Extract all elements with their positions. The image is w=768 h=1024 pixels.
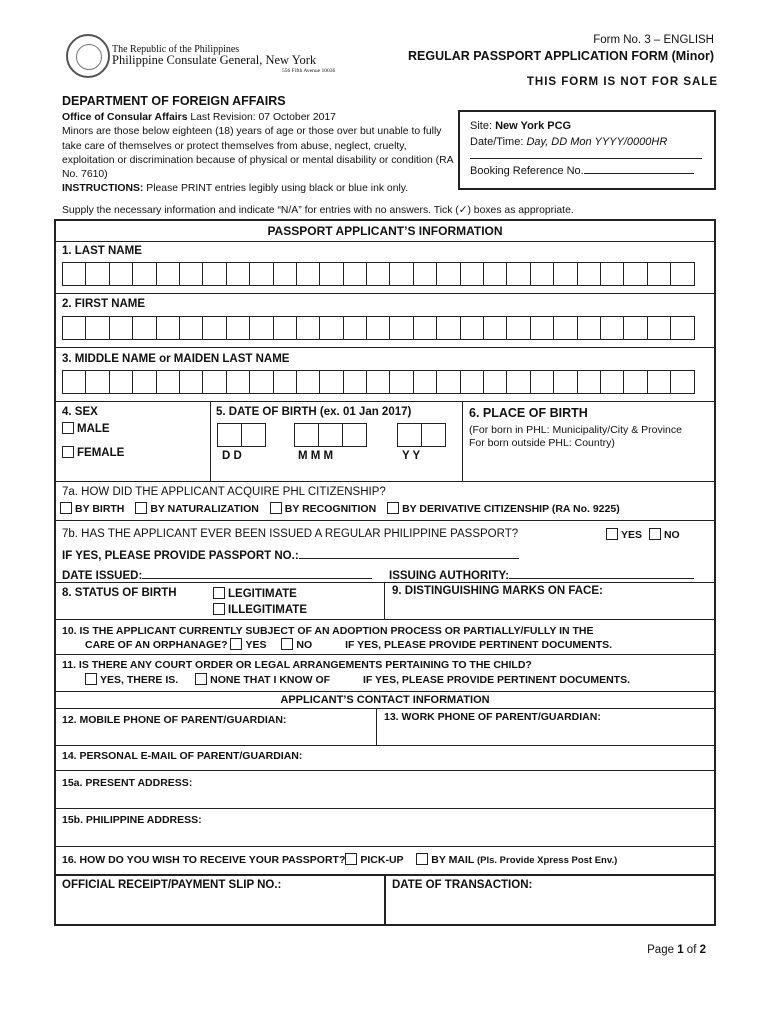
letter-box[interactable]	[460, 316, 484, 340]
legitimate-option[interactable]	[213, 587, 297, 600]
passport-no-label: IF YES, PLEASE PROVIDE PASSPORT NO.:	[62, 550, 299, 562]
letter-box[interactable]	[389, 370, 413, 394]
instructions-text: Please PRINT entries legibly using black or blue ink only.	[146, 183, 409, 195]
letter-box[interactable]	[109, 370, 133, 394]
letter-box[interactable]	[623, 316, 647, 340]
q7a-options	[60, 502, 620, 515]
consulate-address: 556 Fifth Avenue 10036	[282, 68, 336, 74]
letter-box[interactable]	[647, 370, 671, 394]
letter-box[interactable]	[226, 262, 250, 286]
dob-year-1[interactable]	[397, 423, 422, 447]
dob-label: 5. DATE OF BIRTH (ex. 01 Jan 2017)	[216, 406, 412, 418]
q7b-yes-label: YES	[621, 529, 643, 541]
letter-box[interactable]	[366, 262, 390, 286]
contact-info-heading: APPLICANT’S CONTACT INFORMATION	[280, 694, 490, 706]
q7b-label: 7b. HAS THE APPLICANT EVER BEEN ISSUED A REGULAR PHILIPPINE PASSPORT?	[62, 528, 519, 540]
consulate-line1: The Republic of the Philippines	[112, 44, 240, 55]
letter-box[interactable]	[670, 370, 694, 394]
letter-box[interactable]	[436, 316, 460, 340]
by-recognition-label: BY RECOGNITION	[284, 503, 377, 515]
letter-box[interactable]	[670, 316, 694, 340]
first-name-boxes[interactable]	[62, 316, 694, 340]
letter-box[interactable]	[202, 316, 226, 340]
illegitimate-checkbox[interactable]	[213, 603, 225, 615]
letter-box[interactable]	[343, 370, 367, 394]
pob-note-line1: (For born in PHL: Municipality/City & Province	[469, 424, 682, 436]
letter-box[interactable]	[273, 370, 297, 394]
letter-box[interactable]	[483, 316, 507, 340]
male-label: MALE	[77, 423, 110, 435]
middle-name-boxes[interactable]	[62, 370, 694, 394]
letter-box[interactable]	[249, 316, 273, 340]
datetime-label: Date/Time:	[470, 136, 524, 148]
by-naturalization-label: BY NATURALIZATION	[150, 503, 259, 515]
consulate-line2: Philippine Consulate General, New York	[112, 53, 317, 67]
page-number	[647, 944, 706, 956]
date-issued-field[interactable]	[142, 567, 372, 579]
pob-label: 6. PLACE OF BIRTH	[469, 406, 588, 420]
letter-box[interactable]	[483, 262, 507, 286]
mobile-phone-label: 12. MOBILE PHONE OF PARENT/GUARDIAN:	[62, 714, 287, 726]
revision-date: Last Revision: 07 October 2017	[190, 112, 336, 123]
email-label: 14. PERSONAL E-MAIL OF PARENT/GUARDIAN:	[62, 750, 303, 762]
not-for-sale-notice: THIS FORM IS NOT FOR SALE	[526, 76, 718, 88]
dob-day-hint: D D	[222, 450, 242, 462]
office-name: Office of Consular Affairs	[62, 112, 188, 123]
letter-box[interactable]	[389, 262, 413, 286]
transaction-date-label: DATE OF TRANSACTION:	[392, 879, 533, 891]
sex-label: 4. SEX	[62, 406, 98, 418]
female-label: FEMALE	[77, 447, 125, 459]
receive-passport-label: 16. HOW DO YOU WISH TO RECEIVE YOUR PASSPORT?	[62, 854, 346, 866]
date-issued-row	[62, 567, 372, 582]
letter-box[interactable]	[273, 316, 297, 340]
dob-day-2[interactable]	[241, 423, 266, 447]
letter-box[interactable]	[506, 370, 530, 394]
letter-box[interactable]	[296, 262, 320, 286]
letter-box[interactable]	[202, 370, 226, 394]
status-of-birth-label: 8. STATUS OF BIRTH	[62, 587, 177, 599]
letter-box[interactable]	[623, 262, 647, 286]
letter-box[interactable]	[156, 316, 180, 340]
letter-box[interactable]	[273, 262, 297, 286]
dob-year-hint: Y Y	[402, 450, 421, 462]
letter-box[interactable]	[319, 262, 343, 286]
q11-label: 11. IS THERE ANY COURT ORDER OR LEGAL ARRANGEMENTS PERTAINING TO THE CHILD?	[62, 659, 532, 671]
letter-box[interactable]	[506, 316, 530, 340]
datetime-value: Day, DD Mon YYYY/0000HR	[526, 136, 668, 148]
letter-box[interactable]	[366, 370, 390, 394]
q11-yes-label: YES, THERE IS.	[100, 674, 179, 686]
work-phone-label: 13. WORK PHONE OF PARENT/GUARDIAN:	[384, 711, 601, 723]
applicant-info-heading: PASSPORT APPLICANT’S INFORMATION	[267, 224, 503, 238]
letter-box[interactable]	[249, 262, 273, 286]
form-title: REGULAR PASSPORT APPLICATION FORM (Minor)	[407, 49, 714, 63]
dob-month-hint: M M M	[298, 450, 334, 462]
letter-box[interactable]	[62, 370, 86, 394]
present-address-label: 15a. PRESENT ADDRESS:	[62, 777, 193, 789]
philippine-seal-icon	[66, 34, 110, 78]
by-derivative-checkbox[interactable]	[387, 502, 399, 514]
letter-box[interactable]	[623, 370, 647, 394]
issuing-authority-row	[389, 567, 694, 582]
intro-text	[62, 111, 462, 197]
letter-box[interactable]	[62, 316, 86, 340]
dob-day-1[interactable]	[217, 423, 242, 447]
illegitimate-label: ILLEGITIMATE	[228, 604, 308, 616]
letter-box[interactable]	[413, 370, 437, 394]
female-checkbox[interactable]	[62, 446, 74, 458]
pickup-checkbox[interactable]	[345, 853, 357, 865]
issuing-authority-field[interactable]	[509, 567, 694, 579]
letter-box[interactable]	[460, 262, 484, 286]
passport-no-field[interactable]	[299, 547, 519, 559]
pob-note	[469, 424, 682, 450]
q11-options	[85, 673, 630, 686]
letter-box[interactable]	[413, 316, 437, 340]
letter-box[interactable]	[296, 370, 320, 394]
department-title: DEPARTMENT OF FOREIGN AFFAIRS	[62, 94, 286, 108]
letter-box[interactable]	[296, 316, 320, 340]
legitimate-label: LEGITIMATE	[228, 588, 297, 600]
q7b-yes-checkbox[interactable]	[606, 528, 618, 540]
passport-no-row	[62, 547, 519, 562]
q10-yes-checkbox[interactable]	[230, 638, 242, 650]
letter-box[interactable]	[577, 316, 601, 340]
booking-reference-label: Booking Reference No.	[470, 165, 584, 177]
illegitimate-option[interactable]	[213, 603, 307, 616]
letter-box[interactable]	[156, 370, 180, 394]
page-of: of	[686, 944, 697, 956]
letter-box[interactable]	[553, 370, 577, 394]
letter-box[interactable]	[132, 262, 156, 286]
letter-box[interactable]	[436, 262, 460, 286]
site-box	[458, 110, 716, 190]
letter-box[interactable]	[226, 370, 250, 394]
q11-yes-checkbox[interactable]	[85, 673, 97, 685]
middle-name-label: 3. MIDDLE NAME or MAIDEN LAST NAME	[62, 353, 290, 365]
letter-box[interactable]	[553, 316, 577, 340]
letter-box[interactable]	[389, 316, 413, 340]
letter-box[interactable]	[436, 370, 460, 394]
last-name-boxes[interactable]	[62, 262, 694, 286]
by-recognition-checkbox[interactable]	[270, 502, 282, 514]
page-current: 1	[677, 944, 684, 956]
letter-box[interactable]	[647, 262, 671, 286]
q7b-no-checkbox[interactable]	[649, 528, 661, 540]
receive-passport-row	[62, 853, 617, 866]
first-name-label: 2. FIRST NAME	[62, 298, 146, 310]
by-birth-checkbox[interactable]	[60, 502, 72, 514]
letter-box[interactable]	[319, 370, 343, 394]
philippine-address-label: 15b. PHILIPPINE ADDRESS:	[62, 814, 202, 826]
letter-box[interactable]	[670, 262, 694, 286]
letter-box[interactable]	[483, 370, 507, 394]
bymail-note: (Pls. Provide Xpress Post Env.)	[476, 855, 618, 866]
supply-instructions: Supply the necessary information and indicate “N/A” for entries with no answers. Tick (✓) boxes as appropriate.	[62, 205, 574, 216]
letter-box[interactable]	[600, 262, 624, 286]
consulate-name	[112, 44, 335, 77]
letter-box[interactable]	[85, 370, 109, 394]
letter-box[interactable]	[343, 316, 367, 340]
letter-box[interactable]	[600, 370, 624, 394]
letter-box[interactable]	[460, 370, 484, 394]
letter-box[interactable]	[319, 316, 343, 340]
letter-box[interactable]	[577, 262, 601, 286]
q7a-label: 7a. HOW DID THE APPLICANT ACQUIRE PHL CITIZENSHIP?	[62, 486, 386, 498]
female-option[interactable]	[62, 446, 124, 459]
bymail-checkbox[interactable]	[416, 853, 428, 865]
letter-box[interactable]	[132, 316, 156, 340]
letter-box[interactable]	[600, 316, 624, 340]
receipt-label: OFFICIAL RECEIPT/PAYMENT SLIP NO.:	[62, 879, 282, 891]
q10-line2: CARE OF AN ORPHANAGE?	[85, 639, 228, 651]
letter-box[interactable]	[226, 316, 250, 340]
q7b-no-label: NO	[663, 529, 680, 541]
letter-box[interactable]	[85, 316, 109, 340]
distinguishing-marks-label: 9. DISTINGUISHING MARKS ON FACE:	[392, 585, 603, 597]
booking-reference-field[interactable]	[584, 162, 694, 174]
letter-box[interactable]	[530, 370, 554, 394]
male-checkbox[interactable]	[62, 422, 74, 434]
letter-box[interactable]	[506, 262, 530, 286]
letter-box[interactable]	[62, 262, 86, 286]
q10-yes-label: YES	[245, 639, 267, 651]
letter-box[interactable]	[132, 370, 156, 394]
q10-line1: 10. IS THE APPLICANT CURRENTLY SUBJECT OF AN ADOPTION PROCESS OR PARTIALLY/FULLY IN THE	[62, 625, 594, 637]
q11-ifyes-note: IF YES, PLEASE PROVIDE PERTINENT DOCUMENTS.	[363, 674, 631, 686]
page-total: 2	[699, 944, 706, 956]
form-header	[408, 32, 714, 64]
minors-definition: Minors are those below eighteen (18) years of age or those over but unable to fully take care of themselves or protect themselves from abuse, neglect, cruelty, exploitation or discrimination because of physical or mental disability or condition (RA No. 7610)	[62, 126, 453, 181]
letter-box[interactable]	[413, 262, 437, 286]
by-birth-label: BY BIRTH	[75, 503, 125, 515]
q10-no-label: NO	[296, 639, 313, 651]
letter-box[interactable]	[156, 262, 180, 286]
letter-box[interactable]	[109, 262, 133, 286]
issuing-authority-label: ISSUING AUTHORITY:	[389, 570, 510, 582]
letter-box[interactable]	[530, 262, 554, 286]
letter-box[interactable]	[179, 316, 203, 340]
letter-box[interactable]	[179, 370, 203, 394]
q10-ifyes-note: IF YES, PLEASE PROVIDE PERTINENT DOCUMENTS.	[345, 639, 613, 651]
site-value: New York PCG	[495, 120, 572, 132]
by-naturalization-checkbox[interactable]	[135, 502, 147, 514]
q10-no-checkbox[interactable]	[281, 638, 293, 650]
by-derivative-label: BY DERIVATIVE CITIZENSHIP (RA No. 9225)	[402, 503, 620, 515]
dob-month-3[interactable]	[342, 423, 367, 447]
letter-box[interactable]	[85, 262, 109, 286]
dob-month-2[interactable]	[318, 423, 343, 447]
form-number: Form No. 3 – ENGLISH	[593, 34, 714, 46]
q11-none-checkbox[interactable]	[195, 673, 207, 685]
letter-box[interactable]	[366, 316, 390, 340]
last-name-label: 1. LAST NAME	[62, 245, 142, 257]
bymail-label: BY MAIL	[431, 854, 475, 866]
letter-box[interactable]	[530, 316, 554, 340]
instructions-label: INSTRUCTIONS:	[62, 183, 144, 195]
page-prefix: Page	[647, 944, 674, 956]
letter-box[interactable]	[109, 316, 133, 340]
pob-note-line2: For born outside PHL: Country)	[469, 437, 615, 449]
letter-box[interactable]	[202, 262, 226, 286]
letter-box[interactable]	[343, 262, 367, 286]
letter-box[interactable]	[577, 370, 601, 394]
pickup-label: PICK-UP	[360, 854, 404, 866]
site-label: Site:	[470, 120, 493, 132]
q11-none-label: NONE THAT I KNOW OF	[210, 674, 331, 686]
q7b-options	[606, 528, 680, 541]
letter-box[interactable]	[647, 316, 671, 340]
letter-box[interactable]	[553, 262, 577, 286]
date-issued-label: DATE ISSUED:	[62, 570, 143, 582]
dob-month-1[interactable]	[294, 423, 319, 447]
male-option[interactable]	[62, 422, 110, 435]
letter-box[interactable]	[249, 370, 273, 394]
letter-box[interactable]	[179, 262, 203, 286]
legitimate-checkbox[interactable]	[213, 587, 225, 599]
q10-line2-row	[85, 638, 612, 651]
dob-year-2[interactable]	[421, 423, 446, 447]
